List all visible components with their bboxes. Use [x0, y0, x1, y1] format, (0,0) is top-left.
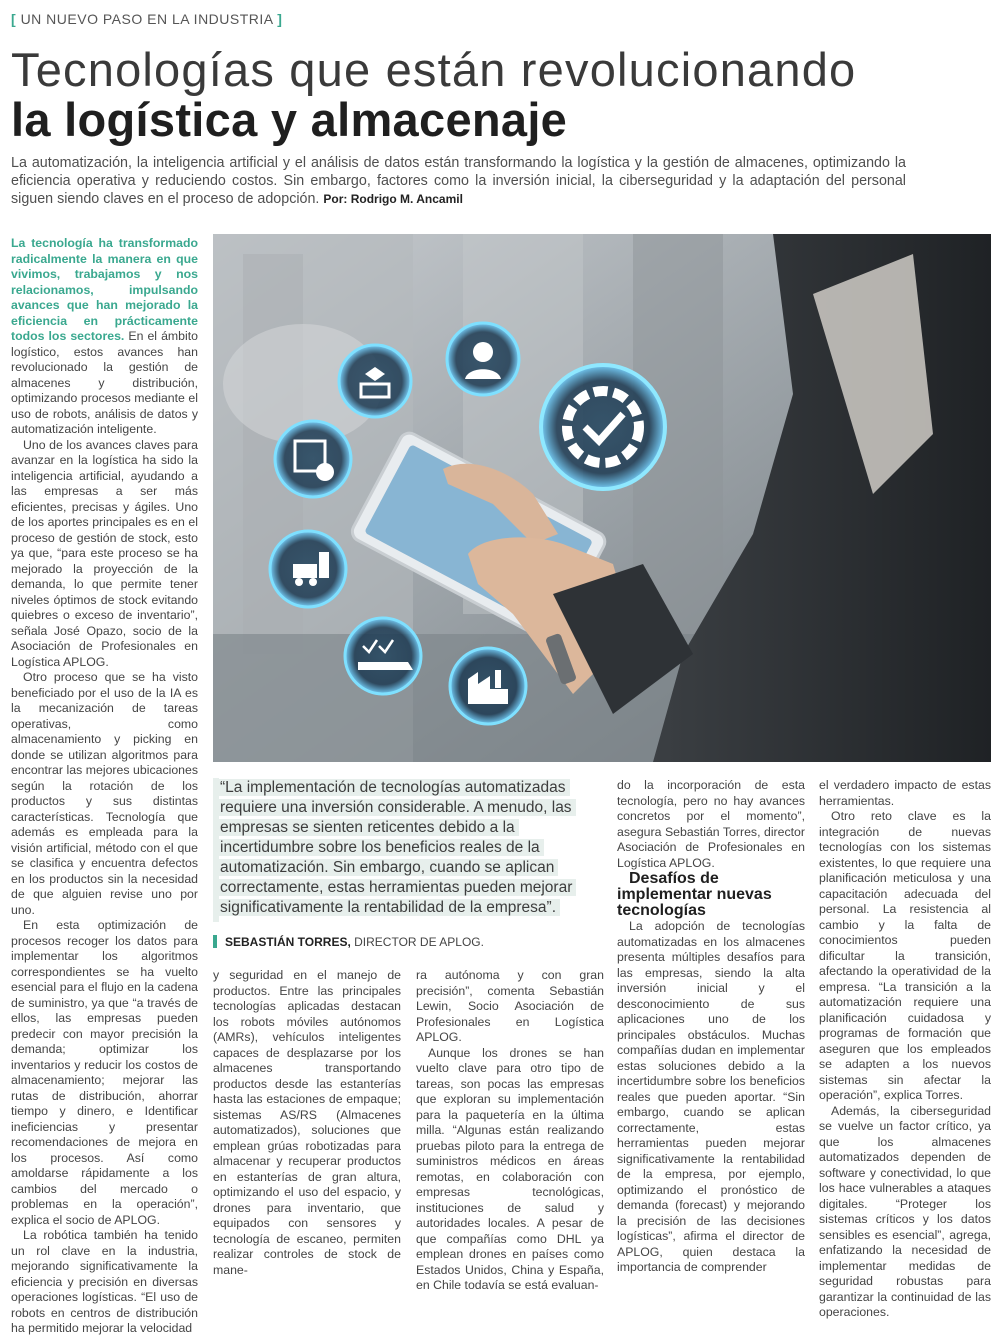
lead-paragraph: La tecnología ha transformado radicalmente la manera en que vivimos, trabajamos y nos relacionamos, impulsando avances que han mejorado la eficiencia en prácticamente todos los sectores. — [11, 236, 198, 343]
pull-quote — [216, 778, 600, 918]
paragraph: Otro reto clave es la integración de nuevas tecnologías con los sistemas existentes, lo que requiere una planificación meticulosa y una capacitación adecuada del personal. La resistencia al cambio y la falta de conocimientos pueden dificultar la transición, afectando la operatividad de la empresa. “La transición a la automatización requiere una planificación cuidadosa y programas de formación que aseguren que los empleados se adapten a los nuevos sistemas sin afectar la operación”, explica Torres. — [819, 809, 991, 1102]
pull-quote-text: “La implementación de tecnologías automatizadas requiere una inversión considerable. A menudo, las empresas se sienten reticentes debido a la incertidumbre sobre los beneficios reales de la automatización. Sin embargo, cuando se aplican correctamente, estas herramientas pueden mejorar significativamente la rentabilidad de la empresa”. — [216, 779, 576, 916]
icon-ring-6 — [345, 618, 421, 694]
subheading: Desafíos de implementar nuevas tecnologías — [617, 870, 772, 919]
icon-ring-3 — [541, 365, 665, 489]
icon-ring-1 — [339, 345, 411, 417]
paragraph: La adopción de tecnologías automatizadas en los almacenes presenta múltiples desafíos para las empresas, siendo la alta inversión inicial y el desconocimiento de sus aplicaciones uno de los principales obstáculos. Muchas compañías dudan en implementar estas soluciones debido a la incertidumbre sobre los beneficios reales que pueden aportar. “Sin embargo, cuando se aplican correctamente, estas herramientas pueden mejorar significativamente la rentabilidad de la empresa, por ejemplo, optimizando el pronóstico de demanda (forecast) y mejorando la precisión de las decisiones logísticas”, afirma el director de APLOG, quien destaca la importancia de comprender — [617, 919, 805, 1274]
lede — [11, 154, 906, 208]
paragraph: do la incorporación de esta tecnología, pero no hay avances concretos por el momento”, asegura Sebastián Torres, director Asociación de Profesionales en Logística APLOG. — [617, 778, 805, 870]
attribution-bar — [213, 935, 217, 948]
title-line-1: Tecnologías que están revolucionando — [11, 43, 857, 96]
paragraph: Uno de los avances claves para avanzar en la logística ha sido la inteligencia artificial, ayudando a las empresas a ser más eficientes, precisas y ágiles. Uno de los aportes principales es en el proceso de gestión de stock, esto ya que, “para este proceso se ha mejorado la proyección de la demanda, lo que permite tener niveles óptimos de stock evitando quiebres o exceso de inventario”, señala José Opazo, socio de la Asociación de Profesionales en Logística APLOG. — [11, 437, 198, 669]
byline: Por: Rodrigo M. Ancamil — [323, 192, 463, 206]
column-3 — [416, 968, 604, 1292]
paragraph — [11, 236, 198, 438]
column-2 — [213, 968, 401, 1276]
paragraph: Aunque los drones se han vuelto clave para otro tipo de tareas, son pocas las empresas que exploran su implementación para la paquetería en la última milla. “Algunas están realizando pruebas piloto para la entrega de suministros médicos en áreas remotas, en colaboración con empresas tecnológicas, instituciones de salud y autoridades locales. A pesar de que compañías como DHL ya emplean drones en países como Estados Unidos, China y España, en Chile todavía se está evaluan- — [416, 1045, 604, 1292]
column-1 — [11, 236, 198, 1335]
section-kicker: [ UN NUEVO PASO EN LA INDUSTRIA ] — [11, 11, 283, 27]
paragraph: Además, la ciberseguridad se vuelve un factor crítico, ya que los almacenes automatizados dependen de software y conectividad, lo que los hace vulnerables a ataques digitales. “Proteger los sistemas críticos y los datos sensibles es esencial”, agrega, enfatizando la necesidad de implementar medidas de seguridad robustas para garantizar la continuidad de las operaciones. — [819, 1103, 991, 1319]
icon-ring-5 — [270, 531, 346, 607]
column-4 — [617, 778, 805, 1276]
paragraph: Otro proceso que se ha visto beneficiado por el uso de la IA es la mecanización de tareas operativas, como almacenamiento y picking en donde se utilizan algoritmos para encontrar las mejores ubicaciones según la rotación de los productos y sus distintas características. Tecnología que además es empleada para la visión artificial, método con el que se clasifica y encuentra defectos en los productos sin la necesidad de que alguien revise uno por uno. — [11, 670, 198, 917]
icon-ring-2 — [447, 323, 519, 395]
paragraph: En esta optimización de procesos recoger los datos para implementar los algoritmos correspondientes se ha vuelto esencial para el flujo en la cadena de suministro, ya que “a través de ellos, las empresas pueden predecir con mayor precisión la demanda; optimizar los inventarios y reducir los costos de almacenamiento; mejorar las rutas de distribución, ahorrar tiempo y dinero, e Identificar ineficiencias y presentar recomendaciones de mejora en los procesos. Así como amoldarse rápidamente a los cambios del mercado o problemas en la operación”, explica el socio de APLOG. — [11, 918, 198, 1227]
quote-name: SEBASTIÁN TORRES, — [225, 935, 351, 949]
paragraph: el verdadero impacto de estas herramientas. — [819, 778, 991, 808]
title-line-2: la logística y almacenaje — [11, 93, 568, 146]
icon-ring-4 — [275, 421, 351, 497]
paragraph: ra autónoma y con gran precisión”, comenta Sebastián Lewin, Socio Asociación de Profesionales en Logística APLOG. — [416, 968, 604, 1044]
column-5 — [819, 778, 991, 1319]
quote-role: DIRECTOR DE APLOG. — [354, 935, 484, 949]
hero-photo — [213, 234, 991, 762]
paragraph: La robótica también ha tenido un rol clave en la industria, mejorando significativamente la eficiencia y precisión en diversas operaciones logísticas. “El uso de robots en centros de distribución ha permitido mejorar la velocidad — [11, 1228, 198, 1335]
quote-attribution — [213, 935, 484, 949]
paragraph-text: En el ámbito logístico, estos avances han revolucionado la gestión de almacenes y distribución, optimizando procesos mediante el uso de robots, análisis de datos y automatización inteligente. — [11, 329, 198, 436]
icon-ring-7 — [450, 648, 526, 724]
paragraph: y seguridad en el manejo de productos. Entre las principales tecnologías aplicadas destacan los robots móviles autónomos (AMRs), vehículos inteligentes capaces de desplazarse por los almacenes transportando productos desde las estanterías hasta las estaciones de empaque; sistemas AS/RS (Almacenes automatizados), soluciones que emplean grúas robotizadas para almacenar y recuperar productos en estanterías de gran altura, optimizando el uso del espacio, y drones para inventario, que equipados con sensores y tecnología de escaneo, permiten realizar controles de stock de mane- — [213, 968, 401, 1277]
lede-text: La automatización, la inteligencia artificial y el análisis de datos están transformando la logística y la gestión de almacenes, optimizando la eficiencia operativa y reduciendo costos. Sin embargo, factores como la inversión inicial, la ciberseguridad y la adaptación del personal siguen siendo claves en el proceso de adopción. — [11, 155, 906, 207]
kicker-text: UN NUEVO PASO EN LA INDUSTRIA — [20, 11, 273, 27]
